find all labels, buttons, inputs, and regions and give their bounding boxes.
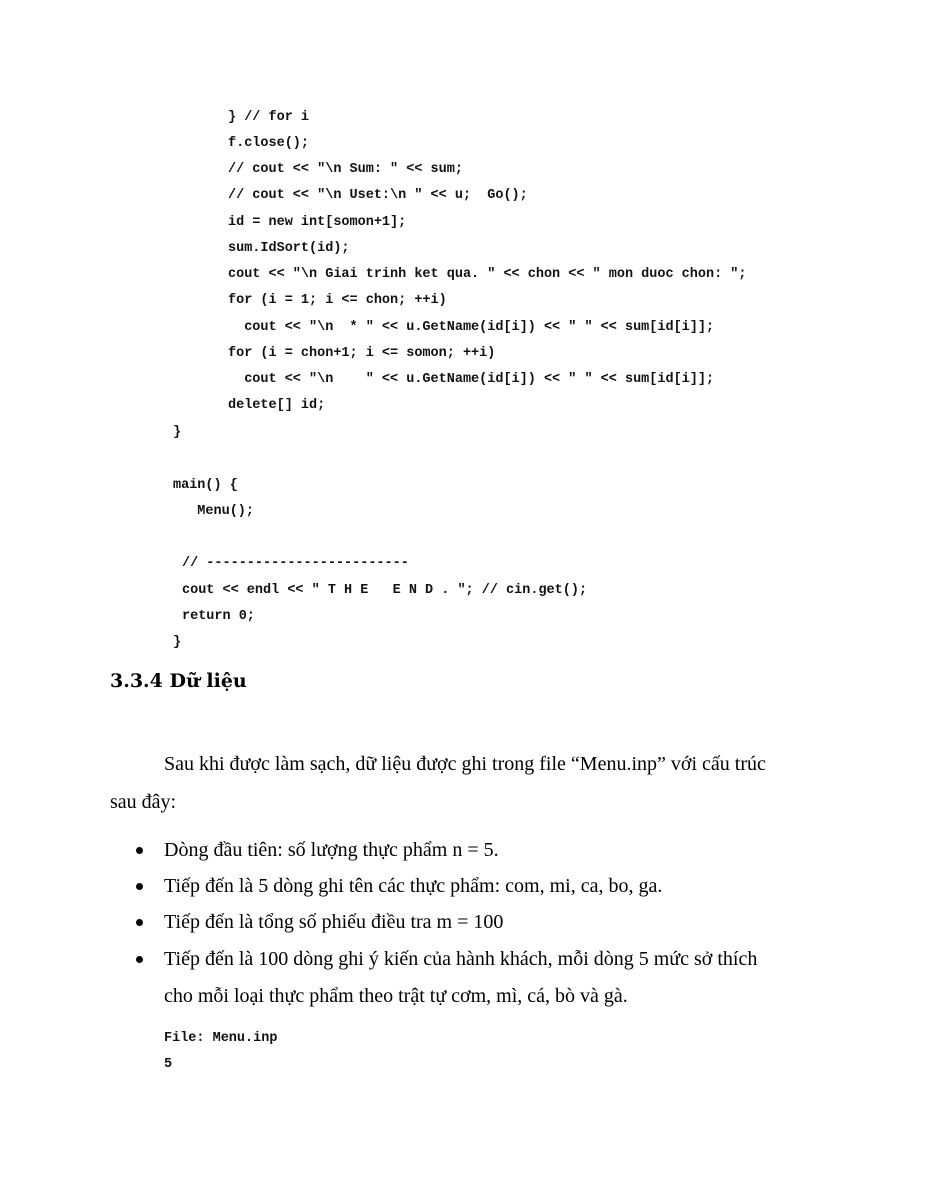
code-line: File: Menu.inp — [164, 1031, 278, 1046]
code-line: for (i = 1; i <= chon; ++i) — [228, 293, 447, 308]
code-line: f.close(); — [228, 136, 310, 151]
code-line: for (i = chon+1; i <= somon; ++i) — [228, 346, 496, 361]
code-line: 5 — [164, 1057, 173, 1072]
code-line: delete[] id; — [228, 398, 326, 413]
code-line: sum.IdSort(id); — [228, 241, 350, 256]
list-item-continuation: cho mỗi loại thực phẩm theo trật tự cơm, mì, cá, bò và gà. — [164, 985, 628, 1007]
code-line: // cout << "\n Sum: " << sum; — [228, 162, 463, 177]
list-item-text: Dòng đầu tiên: số lượng thực phẩm n = 5. — [164, 839, 499, 861]
code-line: } — [173, 425, 182, 440]
paragraph-line: Sau khi được làm sạch, dữ liệu được ghi trong file “Menu.inp” với cấu trúc — [164, 753, 766, 775]
code-line: // ------------------------- — [182, 556, 409, 571]
bullet-icon — [136, 883, 143, 890]
code-line: } // for i — [228, 110, 310, 125]
bullet-icon — [136, 919, 143, 926]
code-line: main() { — [173, 478, 238, 493]
code-line: id = new int[somon+1]; — [228, 215, 407, 230]
list-item-text: Tiếp đến là 5 dòng ghi tên các thực phẩm: com, mi, ca, bo, ga. — [164, 875, 663, 897]
code-line: cout << "\n * " << u.GetName(id[i]) << " " << sum[id[i]]; — [228, 320, 715, 335]
section-heading: 3.3.4 Dữ liệu — [110, 670, 247, 692]
code-line: } — [173, 635, 182, 650]
code-line: cout << endl << " T H E E N D . "; // cin.get(); — [182, 583, 588, 598]
code-line: return 0; — [182, 609, 255, 624]
code-line: cout << "\n " << u.GetName(id[i]) << " " << sum[id[i]]; — [228, 372, 715, 387]
bullet-icon — [136, 847, 143, 854]
list-item-text: Tiếp đến là tổng số phiếu điều tra m = 100 — [164, 911, 504, 933]
code-line: cout << "\n Giai trinh ket qua. " << chon << " mon duoc chon: "; — [228, 267, 747, 282]
code-line: Menu(); — [173, 504, 255, 519]
paragraph-line: sau đây: — [110, 791, 177, 813]
list-item-text: Tiếp đến là 100 dòng ghi ý kiến của hành khách, mỗi dòng 5 mức sở thích — [164, 948, 758, 970]
bullet-icon — [136, 956, 143, 963]
code-line: // cout << "\n Uset:\n " << u; Go(); — [228, 188, 528, 203]
